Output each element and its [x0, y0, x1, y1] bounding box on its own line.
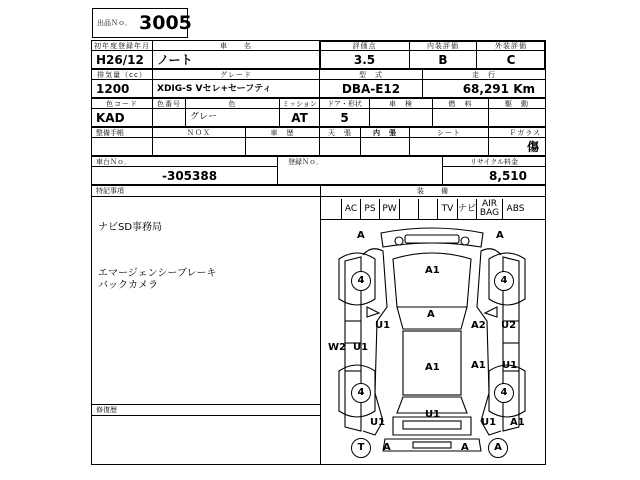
displacement-value: 1200	[91, 79, 153, 98]
damage-mark: A	[496, 230, 504, 241]
recycle-value: 8,510	[442, 166, 546, 185]
year-value: H26/12	[91, 50, 153, 69]
tire-mark: 4	[494, 383, 514, 403]
front-glass-value: 傷	[488, 137, 546, 156]
damage-mark: A2	[471, 320, 486, 331]
displacement-label: 排気量（cc）	[91, 69, 153, 80]
transmission-value: AT	[279, 108, 320, 127]
nox-label: ＮＯＸ	[152, 127, 246, 138]
damage-mark: U1	[353, 342, 369, 353]
color-code-label: 色コード	[91, 98, 153, 109]
history-label: 車 歴	[245, 127, 320, 138]
score-value: 3.5	[320, 50, 410, 69]
damage-mark: A1	[425, 362, 440, 373]
equipment-item	[419, 199, 438, 219]
color-label: 色	[185, 98, 280, 109]
interior-value: B	[409, 50, 477, 69]
inspection-label: 車 検	[369, 98, 433, 109]
damage-mark: U1	[502, 360, 518, 371]
tire-mark: A	[488, 438, 508, 458]
color-number-label: 色番号	[152, 98, 186, 109]
mileage-value: 68,291 Km	[422, 79, 546, 98]
fuel-value	[432, 108, 489, 127]
lot-number-label: 出品Ｎｏ．	[97, 19, 132, 27]
nox-value	[152, 137, 246, 156]
damage-mark: U2	[501, 320, 517, 331]
equipment-item	[322, 199, 342, 219]
damage-mark: U1	[375, 320, 391, 331]
equipment-item: ABS	[506, 204, 525, 214]
tire-mark: 4	[351, 383, 371, 403]
tire-mark: 4	[351, 271, 371, 291]
damage-mark: U1	[370, 417, 386, 428]
registration-label: 登録Ｎｏ．	[277, 156, 443, 185]
damage-mark: A	[427, 309, 435, 320]
damage-diagram	[321, 221, 544, 462]
drive-label: 駆 動	[488, 98, 546, 109]
seat-label: シート	[409, 127, 489, 138]
equipment-item: AIR BAG	[477, 199, 503, 219]
inspection-value	[369, 108, 433, 127]
recycle-label: リサイクル料金	[442, 156, 546, 167]
ceiling-label: 天 張	[319, 127, 361, 138]
damage-mark: A	[461, 442, 469, 453]
ceiling-value	[319, 137, 361, 156]
mileage-label: 走 行	[422, 69, 546, 80]
grade-value: XDIG-S Vセレ+セーフティ	[152, 79, 320, 98]
manual-label: 整備手帳	[91, 127, 153, 138]
equipment-item: TV	[438, 199, 458, 219]
repair-history-area	[91, 415, 321, 465]
color-value: グレー	[185, 108, 280, 127]
exterior-label: 外装評価	[476, 41, 545, 51]
exterior-value: C	[476, 50, 545, 69]
doors-value: 5	[319, 108, 370, 127]
equipment-item	[400, 199, 419, 219]
manual-value	[91, 137, 153, 156]
notes-label: 特記事項	[91, 185, 321, 197]
notes-line-equipment: エマージェンシーブレーキ バックカメラ	[98, 268, 217, 291]
score-label: 評価点	[320, 41, 410, 51]
equipment-item: ナビ	[458, 199, 477, 219]
grade-label: グレード	[152, 69, 320, 80]
upholstery-label: 内 張	[360, 127, 410, 138]
fuel-label: 燃 料	[432, 98, 489, 109]
equipment-item: PW	[380, 199, 400, 219]
damage-mark: W2	[328, 342, 346, 353]
equipment-item: PS	[361, 199, 380, 219]
doors-label: ドア・形状	[319, 98, 370, 109]
damage-mark: A	[383, 442, 391, 453]
drive-value	[488, 108, 546, 127]
damage-mark: U1	[425, 409, 441, 420]
notes-line-navi: ナビSD事務局	[98, 222, 163, 233]
upholstery-value	[360, 137, 410, 156]
damage-mark: A1	[471, 360, 486, 371]
damage-mark: A1	[510, 417, 525, 428]
model-label: 型 式	[319, 69, 423, 80]
damage-mark: A	[357, 230, 365, 241]
transmission-label: ミッション	[279, 98, 320, 109]
lot-number-box	[92, 8, 192, 38]
year-label: 初年度登録年月	[91, 40, 153, 51]
model-value: DBA-E12	[319, 79, 423, 98]
history-value	[245, 137, 320, 156]
color-number-value	[152, 108, 186, 127]
front-glass-label: Ｆガラス	[488, 127, 546, 138]
damage-mark: A1	[425, 265, 440, 276]
chassis-label: 車台Ｎｏ．	[91, 156, 278, 167]
equipment-item: AC	[342, 199, 361, 219]
lot-number: 3005	[139, 12, 192, 34]
seat-value	[409, 137, 489, 156]
car-name-label: 車 名	[152, 40, 320, 51]
equipment-label: 装 備	[320, 185, 546, 197]
chassis-value: -305388	[91, 166, 278, 185]
car-name-value: ノート	[152, 50, 320, 69]
tire-mark: 4	[494, 271, 514, 291]
damage-mark: U1	[481, 417, 497, 428]
interior-label: 内装評価	[409, 41, 477, 51]
color-code-value: KAD	[91, 108, 153, 127]
tire-mark: T	[351, 438, 371, 458]
repair-history-label: 修復歴	[91, 404, 321, 416]
